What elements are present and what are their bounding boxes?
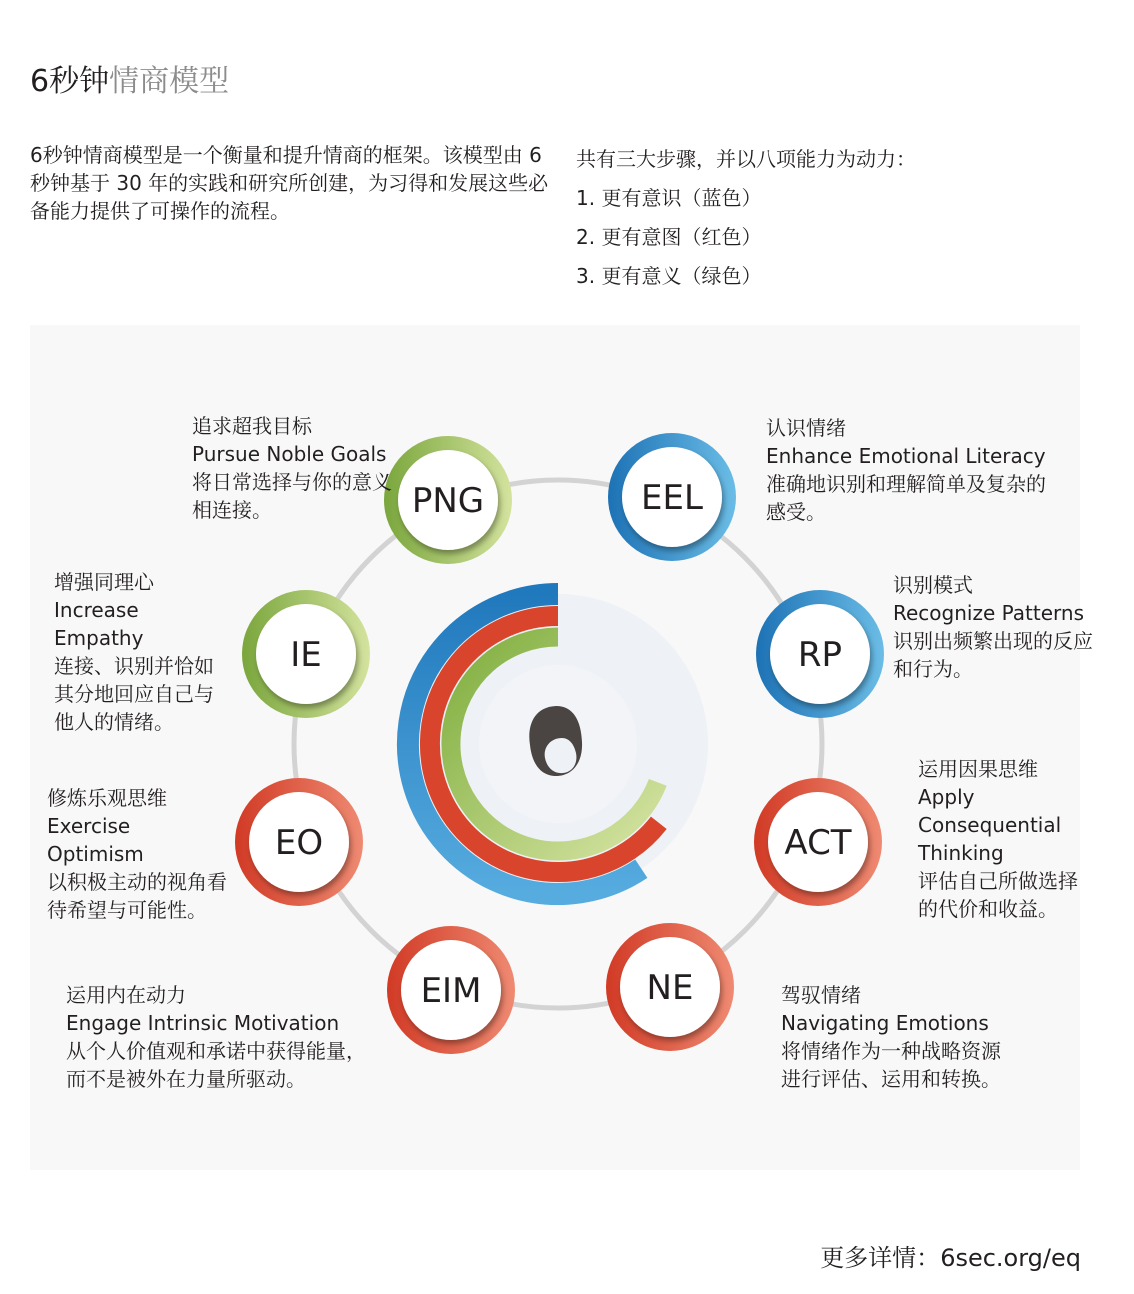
node-ne (606, 923, 734, 1051)
step-item: 2. 更有意图（红色） (576, 225, 762, 249)
competency-chinese-name: 追求超我目标 (192, 414, 312, 438)
competency-english-name: Recognize Patterns (893, 601, 1084, 625)
node-abbr: EEL (641, 478, 703, 518)
steps-heading: 共有三大步骤，并以八项能力为动力： (576, 147, 916, 171)
step-item: 1. 更有意识（蓝色） (576, 186, 762, 210)
label-eo (47, 784, 232, 924)
competency-english-name: Exercise Optimism (47, 814, 144, 866)
node-act (754, 778, 882, 906)
competency-chinese-name: 修炼乐观思维 (47, 786, 167, 810)
competency-english-name: Apply Consequential Thinking (918, 785, 1062, 865)
label-png (192, 412, 392, 524)
competency-description: 连接、识别并恰如其分地回应自己与他人的情绪。 (54, 654, 214, 734)
footer-url-link[interactable]: 6sec.org/eq (940, 1244, 1081, 1272)
footer (820, 1238, 1081, 1273)
competency-chinese-name: 运用因果思维 (918, 757, 1038, 781)
competency-english-name: Increase Empathy (54, 598, 144, 650)
node-ie (242, 590, 370, 718)
competency-description: 以积极主动的视角看待希望与可能性。 (47, 870, 227, 922)
step-item: 3. 更有意义（绿色） (576, 264, 762, 288)
node-abbr: IE (290, 635, 322, 675)
label-rp (893, 571, 1093, 683)
node-abbr: NE (646, 968, 694, 1008)
competency-description: 准确地识别和理解简单及复杂的感受。 (766, 472, 1046, 524)
competency-chinese-name: 驾驭情绪 (781, 983, 861, 1007)
label-eel (766, 414, 1046, 526)
competency-description: 从个人价值观和承诺中获得能量，而不是被外在力量所驱动。 (66, 1039, 366, 1091)
node-rp (756, 590, 884, 718)
competency-description: 将日常选择与你的意义相连接。 (192, 470, 392, 522)
label-act (918, 755, 1078, 923)
competency-chinese-name: 识别模式 (893, 573, 973, 597)
footer-label: 更多详情： (820, 1244, 941, 1272)
competency-english-name: Enhance Emotional Literacy (766, 444, 1046, 468)
node-abbr: ACT (784, 823, 852, 863)
label-ne (781, 981, 1011, 1093)
node-abbr: EO (274, 823, 324, 863)
six-seconds-logo-icon (529, 706, 582, 776)
competency-chinese-name: 增强同理心 (54, 570, 154, 594)
competency-english-name: Engage Intrinsic Motivation (66, 1011, 340, 1035)
node-abbr: EIM (420, 971, 482, 1011)
competency-chinese-name: 认识情绪 (766, 416, 846, 440)
node-abbr: RP (797, 635, 843, 675)
competency-english-name: Navigating Emotions (781, 1011, 989, 1035)
competency-description: 将情绪作为一种战略资源进行评估、运用和转换。 (781, 1039, 1001, 1091)
label-eim (66, 981, 366, 1093)
node-eim (387, 926, 515, 1054)
node-eel (608, 433, 736, 561)
node-abbr: PNG (411, 481, 485, 521)
intro-paragraph: 6秒钟情商模型是一个衡量和提升情商的框架。该模型由 6 秒钟基于 30 年的实践和研究所创建，为习得和发展这些必备能力提供了可操作的流程。 (30, 143, 549, 223)
competency-description: 识别出频繁出现的反应和行为。 (893, 629, 1093, 681)
competency-english-name: Pursue Noble Goals (192, 442, 387, 466)
label-ie (54, 568, 229, 736)
competency-chinese-name: 运用内在动力 (66, 983, 186, 1007)
node-png (384, 436, 512, 564)
title-black: 6秒钟 (30, 64, 110, 99)
competency-description: 评估自己所做选择的代价和收益。 (918, 869, 1078, 921)
title-gray: 情商模型 (109, 64, 230, 99)
node-eo (235, 778, 363, 906)
